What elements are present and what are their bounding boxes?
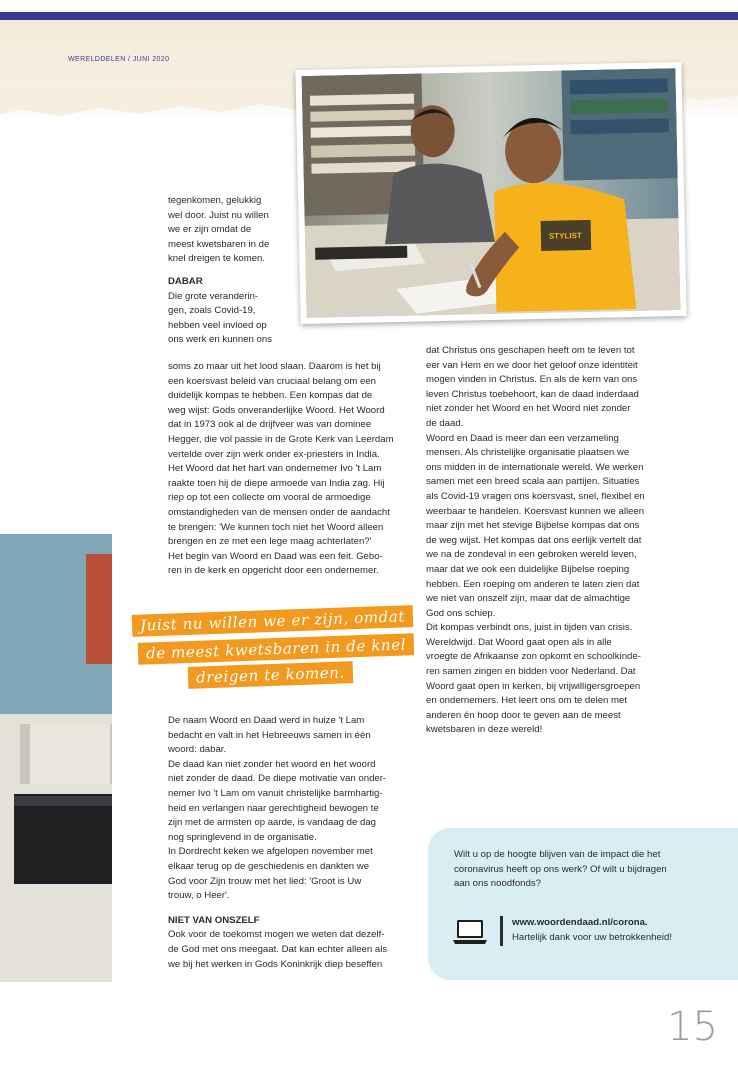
text-line: mogen vinden in Christus. En als de kern van ons [426, 374, 638, 386]
text-line: leven Christus toebehoort, kan de daad inderdaad [426, 388, 639, 400]
text-line: Die grote veranderin- [168, 290, 259, 302]
info-box [428, 828, 738, 980]
photo-illustration [302, 68, 681, 318]
page-number: 15 [667, 1004, 718, 1050]
col1-bottom-text [168, 714, 418, 972]
text-line: tegenkomen, gelukkig [168, 195, 262, 206]
top-white-band [0, 0, 738, 8]
text-line: samen met een breed scala aan partijen. Situaties [426, 476, 640, 488]
text-line: de daad. [426, 417, 464, 429]
col1-top-text [168, 194, 298, 348]
text-line: weg wijst: Gods onveranderlijke Woord. Het Woord [168, 404, 385, 416]
text-line: soms zo maar uit het lood slaan. Daarom is het bij [168, 361, 381, 372]
text-line: In Dordrecht keken we afgelopen november met [168, 846, 373, 858]
text-line: we na de zondeval in een gebroken wereld leven, [426, 549, 637, 561]
quote-line-2: de meest kwetsbaren in de knel [138, 633, 415, 665]
text-line: De naam Woord en Daad werd in huize 't Lam [168, 715, 365, 726]
niet-van-onszelf-heading: NIET VAN ONSZELF [168, 914, 260, 926]
text-line: nemer Ivo 't Lam om vanuit christelijke barmhartig- [168, 787, 383, 799]
info-text [454, 848, 724, 892]
text-line: dat Christus ons geschapen heeft om te leven tot [426, 345, 635, 356]
text-line: knel dreigen te komen. [168, 253, 266, 265]
text-line: Wereldwijd. Dat Woord gaat open als in alle [426, 636, 612, 648]
quote-line-3: dreigen te komen. [188, 661, 354, 689]
laptop-icon [452, 918, 488, 948]
website-link[interactable]: www.woordendaad.nl/corona. [512, 917, 648, 928]
text-line: ons werk en kunnen ons [168, 334, 272, 346]
text-line: eer van Hem en we door het geloof onze identiteit [426, 359, 638, 371]
text-line: elkaar terug op de geschiedenis en dankten we [168, 860, 370, 872]
text-line: als Covid-19 vragen ons koersvast, snel, flexibel en [426, 490, 645, 502]
info-line: aan ons noodfonds? [454, 878, 541, 890]
main-photo-frame [295, 62, 686, 324]
top-accent-bar [0, 12, 738, 20]
text-line: niet zonder het Woord en het Woord niet zonder [426, 403, 631, 415]
text-line: De daad kan niet zonder het woord en het woord [168, 758, 376, 770]
main-photo [302, 68, 681, 318]
text-line: en ondernemers. Het leert ons om te delen met [426, 695, 628, 707]
text-line: te brengen: 'We kunnen toch niet het Woord alleen [168, 521, 384, 533]
text-line: Dit kompas verbindt ons, juist in tijden van crisis. [426, 622, 633, 634]
text-line: ren in de kerk en opgericht door een ondernemer. [168, 565, 379, 577]
text-line: we bij het werken in Gods Koninkrijk diep beseffen [168, 958, 383, 970]
text-line: we niet van onszelf zijn, maar dat de almachtige [426, 593, 631, 605]
text-line: raakte toen hij de diepe armoede van India zag. Hij [168, 477, 385, 489]
text-line: weerbaar te handelen. Koersvast kunnen we alleen [426, 505, 645, 517]
text-line: vroegte de Afrikaanse zon opkomt en schoolkinde- [426, 651, 641, 663]
dabar-heading: DABAR [168, 275, 203, 287]
text-line: hebben veel invloed op [168, 319, 267, 331]
text-line: de God met ons meegaat. Dat kan echter alleen als [168, 943, 388, 955]
text-line: bedacht en valt in het Hebreeuws samen in één [168, 729, 371, 741]
text-line: hebben. Een roeping om anderen te laten zien dat [426, 578, 640, 590]
text-line: Ook voor de toekomst mogen we weten dat dezelf- [168, 929, 385, 941]
shirt-print: STYLIST [548, 231, 582, 241]
text-line: brengen en ze met een lege maag achterlaten?' [168, 536, 372, 548]
quote-line-1: Juist nu willen we er zijn, omdat [132, 605, 414, 637]
text-line: een koersvast beleid van cruciaal belang om een [168, 375, 376, 387]
text-line: de weg wijst. Het kompas dat ons eerlijk vertelt dat [426, 534, 642, 546]
text-line: Het begin van Woord en Daad was een feit. Gebo- [168, 550, 383, 562]
text-line: niet zonder de daad. De diepe motivatie van onder- [168, 773, 387, 785]
text-line: Woord en Daad is meer dan een verzameling [426, 432, 619, 444]
text-line: maar zijn met het stevige Bijbelse kompas dat ons [426, 520, 640, 532]
section-label: WERELDDELEN / JUNI 2020 [68, 56, 170, 63]
text-line: ren samen zingen en bidden voor Nederland. Dat [426, 666, 636, 678]
text-line: riep op tot een collecte om vooral de armoedige [168, 492, 371, 504]
text-line: God voor Zijn trouw met het lied: 'Groot is Uw [168, 875, 362, 887]
text-line: vertelde over zijn werk onder ex-priesters in India. [168, 448, 380, 460]
text-line: woord: dabar. [168, 744, 227, 756]
text-line: kwetsbaren in deze wereld! [426, 724, 543, 736]
divider-bar [500, 916, 503, 946]
text-line: zijn met de armsten op aarde, is vandaag de dag [168, 817, 376, 829]
text-line: dat in 1973 ook al de drijfveer was van dominee [168, 419, 372, 431]
text-line: mensen. Als christelijke organisatie plaatsen we [426, 447, 630, 459]
thanks-text: Hartelijk dank voor uw betrokkenheid! [512, 932, 672, 943]
text-line: trouw, o Heer'. [168, 890, 230, 902]
text-line: Woord gaat open in kerken, bij vrijwilligersgroepen [426, 680, 641, 692]
text-line: heid en verlangen naar gerechtigheid bewogen te [168, 802, 379, 814]
text-line: duidelijk kompas te hebben. Een kompas dat de [168, 390, 373, 402]
info-line: Wilt u op de hoogte blijven van de impact die het [454, 849, 661, 860]
text-line: anderen én hoop door te geven aan de meest [426, 709, 621, 721]
text-line: ons midden in de internationale wereld. We werken [426, 461, 644, 473]
text-line: Het Woord dat het hart van ondernemer Ivo 't Lam [168, 463, 382, 475]
text-line: maar dat we ook een duidelijke Bijbelse roeping [426, 563, 630, 575]
text-line: Hegger, die vol passie in de Grote Kerk van Leerdam [168, 433, 394, 445]
text-line: nog springlevend in de organisatie. [168, 831, 317, 843]
info-line: coronavirus heeft op ons werk? Of wilt u bijdragen [454, 863, 667, 875]
text-line: omstandigheden van de mensen onder de aandacht [168, 506, 390, 518]
text-line: meest kwetsbaren in de [168, 238, 270, 250]
text-line: God ons schiep. [426, 607, 496, 619]
text-line: gen, zoals Covid-19, [168, 305, 256, 317]
text-line: wel door. Juist nu willen [168, 209, 269, 221]
side-photo [0, 534, 112, 982]
side-photo-illustration [0, 534, 112, 982]
text-line: we er zijn omdat de [168, 224, 252, 236]
col2-text [426, 344, 686, 738]
col1-dabar-text [168, 360, 418, 579]
